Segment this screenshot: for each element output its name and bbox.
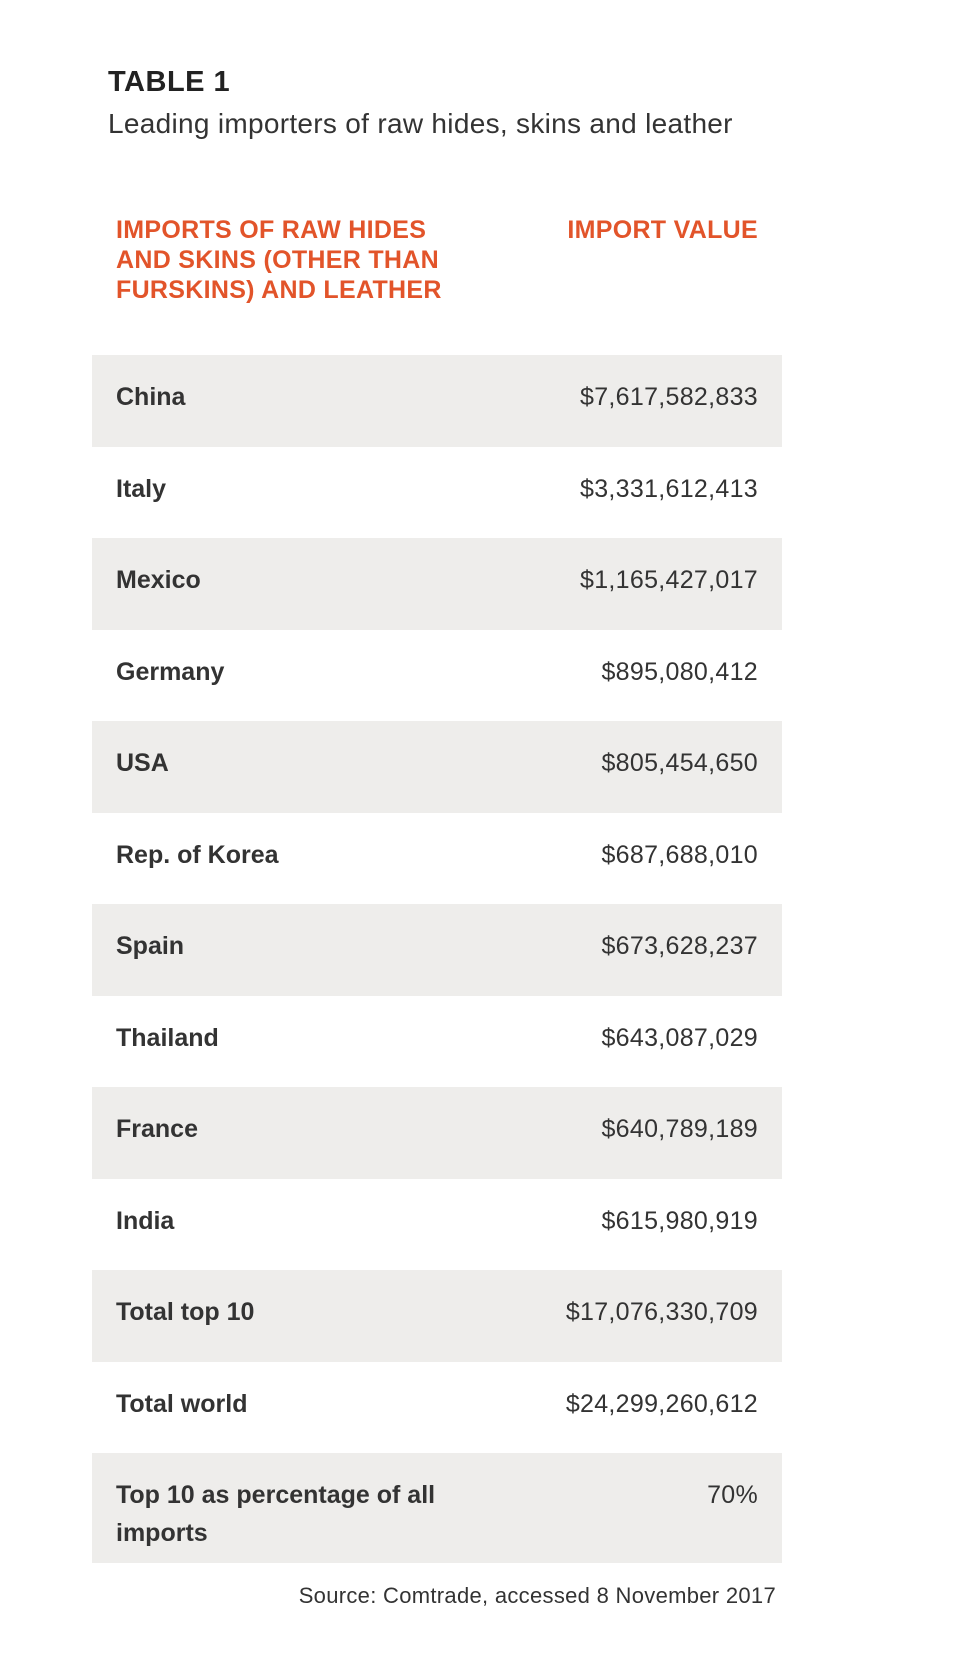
value-cell: $687,688,010	[601, 840, 758, 869]
table-row	[92, 996, 782, 1088]
table-row	[92, 813, 782, 905]
table-row	[92, 1179, 782, 1271]
country-cell: Germany	[116, 657, 225, 686]
table-row-total-world	[92, 1362, 782, 1454]
value-cell: $615,980,919	[601, 1206, 758, 1235]
table-row	[92, 538, 782, 630]
value-cell: $805,454,650	[601, 749, 758, 777]
table-subtitle: Leading importers of raw hides, skins and leather	[108, 108, 733, 139]
value-cell: $895,080,412	[601, 657, 758, 686]
table-row	[92, 355, 782, 447]
country-cell: Top 10 as percentage of all imports	[116, 1481, 436, 1547]
country-cell: Spain	[116, 932, 185, 960]
source-note: Source: Comtrade, accessed 8 November 2017	[298, 1583, 776, 1608]
importers-table	[92, 215, 782, 1563]
country-cell: France	[116, 1115, 198, 1143]
value-cell: $24,299,260,612	[565, 1389, 758, 1418]
value-cell: $1,165,427,017	[580, 566, 758, 594]
table-row	[92, 1087, 782, 1179]
table-row-percentage	[92, 1453, 782, 1563]
value-cell: $673,628,237	[601, 932, 758, 960]
value-cell: $3,331,612,413	[580, 474, 758, 503]
table-title: TABLE 1	[108, 66, 231, 98]
table-row	[92, 447, 782, 539]
table-row	[92, 904, 782, 996]
value-cell: $640,789,189	[601, 1115, 758, 1143]
table-row	[92, 630, 782, 722]
country-cell: India	[116, 1206, 175, 1235]
value-cell: 70%	[707, 1481, 758, 1509]
table-row	[92, 721, 782, 813]
country-cell: Total world	[116, 1389, 248, 1418]
country-cell: Mexico	[116, 566, 201, 594]
country-cell: Total top 10	[116, 1298, 255, 1326]
value-cell: $17,076,330,709	[565, 1298, 758, 1326]
column-header-country: IMPORTS OF RAW HIDES AND SKINS (OTHER THAN FURSKINS) AND LEATHER	[116, 216, 442, 304]
table-row-total-top-10	[92, 1270, 782, 1362]
value-cell: $643,087,029	[601, 1023, 758, 1052]
country-cell: USA	[116, 749, 169, 777]
column-header-value: IMPORT VALUE	[567, 216, 758, 244]
country-cell: Rep. of Korea	[116, 840, 279, 869]
country-cell: Italy	[116, 474, 167, 503]
table-header	[92, 215, 782, 355]
country-cell: China	[116, 383, 186, 411]
value-cell: $7,617,582,833	[580, 383, 758, 411]
country-cell: Thailand	[116, 1023, 219, 1052]
